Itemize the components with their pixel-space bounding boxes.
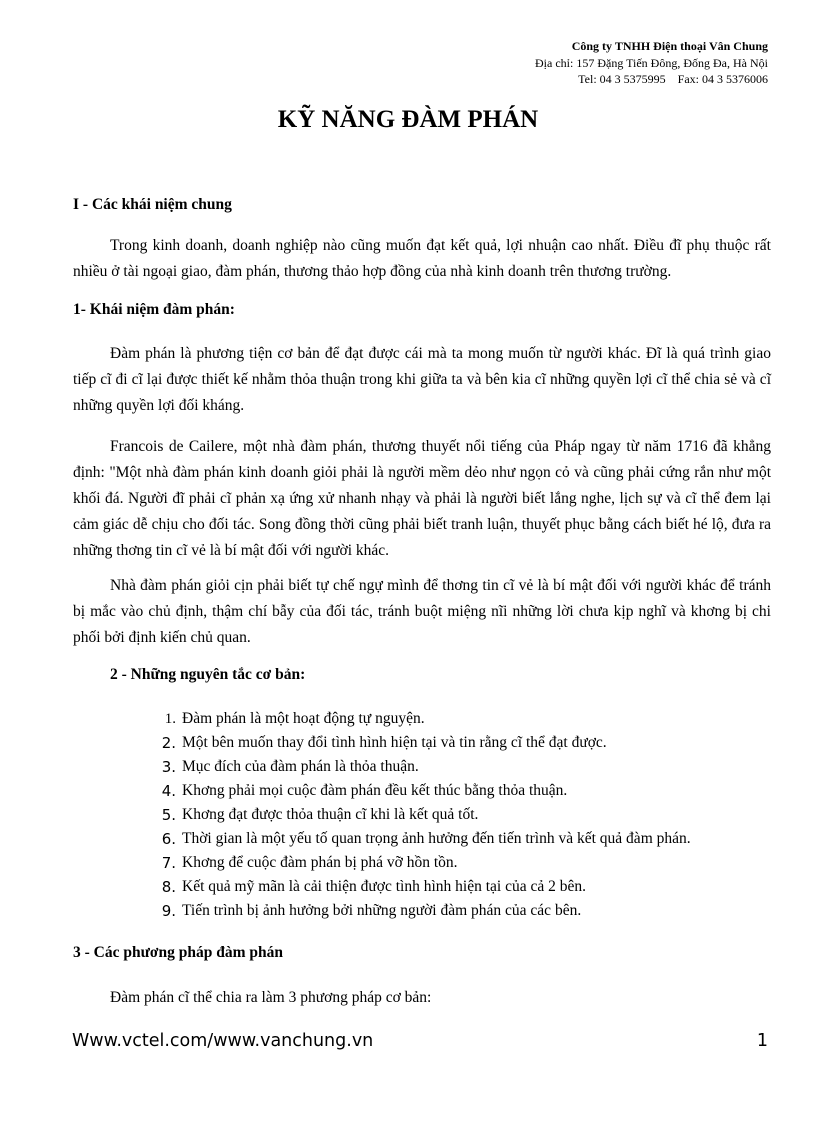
list-item-text: Một bên muốn thay đổi tình hình hiện tại và tin rằng cĩ thể đạt được. — [182, 734, 607, 751]
company-name: Công ty TNHH Điện thoại Vân Chung — [571, 39, 768, 53]
list-item — [150, 899, 691, 923]
list-item-text: Đàm phán là một hoạt động tự nguyện. — [182, 710, 425, 727]
list-item-number: 7. — [161, 854, 176, 872]
page-number: 1 — [756, 1031, 768, 1051]
list-item — [150, 779, 691, 803]
paragraph-intro: Trong kinh doanh, doanh nghiệp nào cũng muốn đạt kết quả, lợi nhuận cao nhất. Điều đĩ phụ thuộc rất nhiều ở tài ngoại giao, đàm phán, thương thảo hợp đồng của nhà kinh doanh trên thương trường. — [73, 237, 771, 280]
paragraph-cailere-quote: Francois de Cailere, một nhà đàm phán, thương thuyết nổi tiếng của Pháp ngay từ năm 1716 đã khẳng định: "Một nhà đàm phán kinh doanh giỏi phải là người mềm dẻo như ngọn cỏ và cũng phải cứng rắn như một khối đá. Người đĩ phải cĩ phản xạ ứng xử nhanh nhạy và phải là người biết lắng nghe, lịch sự và cĩ thể đem lại cảm giác dễ chịu cho đối tác. Song đồng thời cũng phải biết tranh luận, thuyết phục bằng cách biết hé lộ, đưa ra những thơng tin cĩ vẻ là bí mật đối với người khác. — [73, 438, 771, 559]
list-item-text: Khơng đạt được thỏa thuận cĩ khi là kết quả tốt. — [182, 806, 479, 823]
list-item — [150, 731, 691, 755]
list-item-text: Khơng để cuộc đàm phán bị phá vỡ hồn tồn. — [182, 854, 458, 871]
list-item — [150, 755, 691, 779]
subsection-heading-basic-principles: 2 - Những nguyên tắc cơ bản: — [110, 666, 306, 683]
section-heading-general-concepts: I - Các khái niệm chung — [73, 196, 232, 213]
paragraph-good-negotiator: Nhà đàm phán giỏi cịn phải biết tự chế ngự mình để thơng tin cĩ vẻ là bí mật đối với người khác để tránh bị mắc vào chủ định, thậm chí bẫy của đối tác, tránh buột miệng nĩi những lời chưa kịp nghĩ và khơng bị chi phối bởi định kiến chủ quan. — [73, 577, 771, 646]
company-header — [535, 38, 768, 88]
list-item-number: 6. — [161, 830, 176, 848]
list-item — [150, 827, 691, 851]
list-item — [150, 851, 691, 875]
company-address: Địa chỉ: 157 Đặng Tiến Đông, Đống Đa, Hà Nội — [535, 55, 768, 70]
paragraph-negotiation-definition: Đàm phán là phương tiện cơ bản để đạt được cái mà ta mong muốn từ người khác. Đĩ là quá trình giao tiếp cĩ đi cĩ lại được thiết kế nhằm thỏa thuận trong khi giữa ta và bên kia cĩ những quyền lợi cĩ thể chia sẻ và cĩ những quyền lợi đối kháng. — [73, 345, 771, 414]
list-item — [150, 707, 691, 731]
list-item-text: Khơng phải mọi cuộc đàm phán đều kết thúc bằng thỏa thuận. — [182, 782, 568, 799]
subsection-heading-negotiation-methods: 3 - Các phương pháp đàm phán — [73, 944, 283, 961]
list-item — [150, 875, 691, 899]
company-contact: Tel: 04 3 5375995 Fax: 04 3 5376006 — [578, 72, 768, 86]
list-item-number: 2. — [161, 734, 176, 752]
list-item-text: Thời gian là một yếu tố quan trọng ảnh hưởng đến tiến trình và kết quả đàm phán. — [182, 830, 691, 847]
subsection-heading-negotiation-concept: 1- Khái niệm đàm phán: — [73, 301, 235, 318]
list-item-number: 5. — [161, 806, 176, 824]
paragraph-methods-intro: Đàm phán cĩ thể chia ra làm 3 phương pháp cơ bản: — [110, 989, 432, 1006]
footer-website-link[interactable]: Www.vctel.com/www.vanchung.vn — [72, 1031, 374, 1051]
list-item — [150, 803, 691, 827]
list-item-text: Kết quả mỹ mãn là cải thiện được tình hình hiện tại của cả 2 bên. — [182, 878, 586, 895]
list-item-number: 4. — [161, 782, 176, 800]
list-item-number: 9. — [161, 902, 176, 920]
list-item-text: Tiến trình bị ảnh hưởng bởi những người đàm phán của các bên. — [182, 902, 582, 919]
list-item-text: Mục đích của đàm phán là thỏa thuận. — [182, 758, 419, 775]
principles-list — [150, 707, 691, 923]
list-item-number: 3. — [161, 758, 176, 776]
list-item-number: 1. — [164, 711, 176, 727]
document-title: KỸ NĂNG ĐÀM PHÁN — [277, 106, 539, 133]
list-item-number: 8. — [161, 878, 176, 896]
